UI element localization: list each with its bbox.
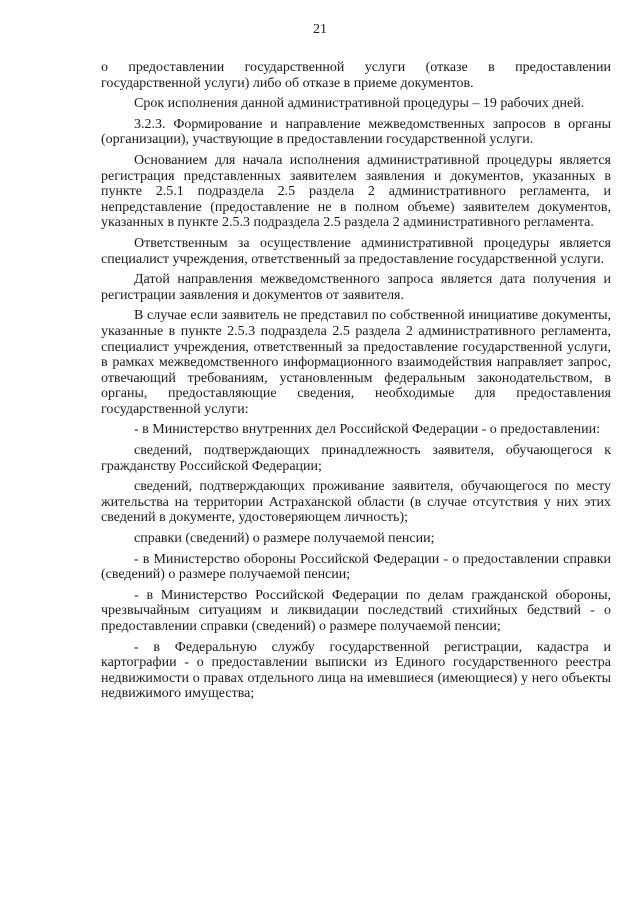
list-item-residence-info: сведений, подтверждающих проживание заявителя, обучающегося по месту жительства на территории Астраханской области (в случае отсутствия у них этих сведений в документе, удостоверяющем личность); (101, 479, 611, 526)
paragraph-grounds: Основанием для начала исполнения административной процедуры является регистрация представленных заявителем заявления и документов, указанных в пункте 2.5.1 подраздела 2.5 раздела 2 административного регламента, и непредставление (предоставление не в полном объеме) заявителем документов, указанных в пункте 2.5.3 подраздела 2.5 раздела 2 административного регламента. (101, 152, 611, 231)
paragraph-procedure-term: Срок исполнения данной административной процедуры – 19 рабочих дней. (134, 96, 585, 112)
section-heading-3-2-3: 3.2.3. Формирование и направление межведомственных запросов в органы (организации), участвующие в предоставлении государственной услуги. (101, 116, 611, 148)
list-item-citizenship-info: сведений, подтверждающих принадлежность заявителя, обучающегося к гражданству Российской Федерации; (101, 443, 611, 474)
list-item-rosreestr: - в Федеральную службу государственной регистрации, кадастра и картографии - о предоставлении выписки из Единого государственного реестра недвижимости о правах отдельного лица на имевшиеся (имеющиеся) у него объекты недвижимого имущества; (101, 639, 611, 702)
list-item-defense-ministry: - в Министерство обороны Российской Федерации - о предоставлении справки (сведений) о размере получаемой пенсии; (101, 551, 611, 583)
list-item-pension-certificate: справки (сведений) о размере получаемой пенсии; (134, 531, 435, 547)
paragraph-decision-continuation: о предоставлении государственной услуги (отказе в предоставлении государственной услуги) либо об отказе в приеме документов. (101, 60, 611, 91)
paragraph-responsible: Ответственным за осуществление административной процедуры является специалист учреждения, ответственный за предоставление государственной услуги. (101, 235, 611, 267)
list-item-emergency-ministry: - в Министерство Российской Федерации по делам гражданской обороны, чрезвычайным ситуациям и ликвидации последствий стихийных бедствий - о предоставлении справки (сведений) о размере получаемой пенсии; (101, 587, 611, 634)
page-number: 21 (313, 22, 327, 37)
list-item-interior-ministry: - в Министерство внутренних дел Российской Федерации - о предоставлении: (134, 422, 600, 438)
paragraph-request-conditions: В случае если заявитель не представил по собственной инициативе документы, указанные в пункте 2.5.3 подраздела 2.5 раздела 2 административного регламента, специалист учреждения, ответственный за предоставление государственной услуги, в рамках межведомственного информационного взаимодействия направляет запрос, отвечающий требованиям, установленным федеральным законодательством, в органы, предоставляющие сведения, необходимые для предоставления государственной услуги: (101, 308, 611, 417)
paragraph-request-date: Датой направления межведомственного запроса является дата получения и регистрации заявления и документов от заявителя. (101, 272, 611, 303)
document-body (101, 60, 611, 707)
